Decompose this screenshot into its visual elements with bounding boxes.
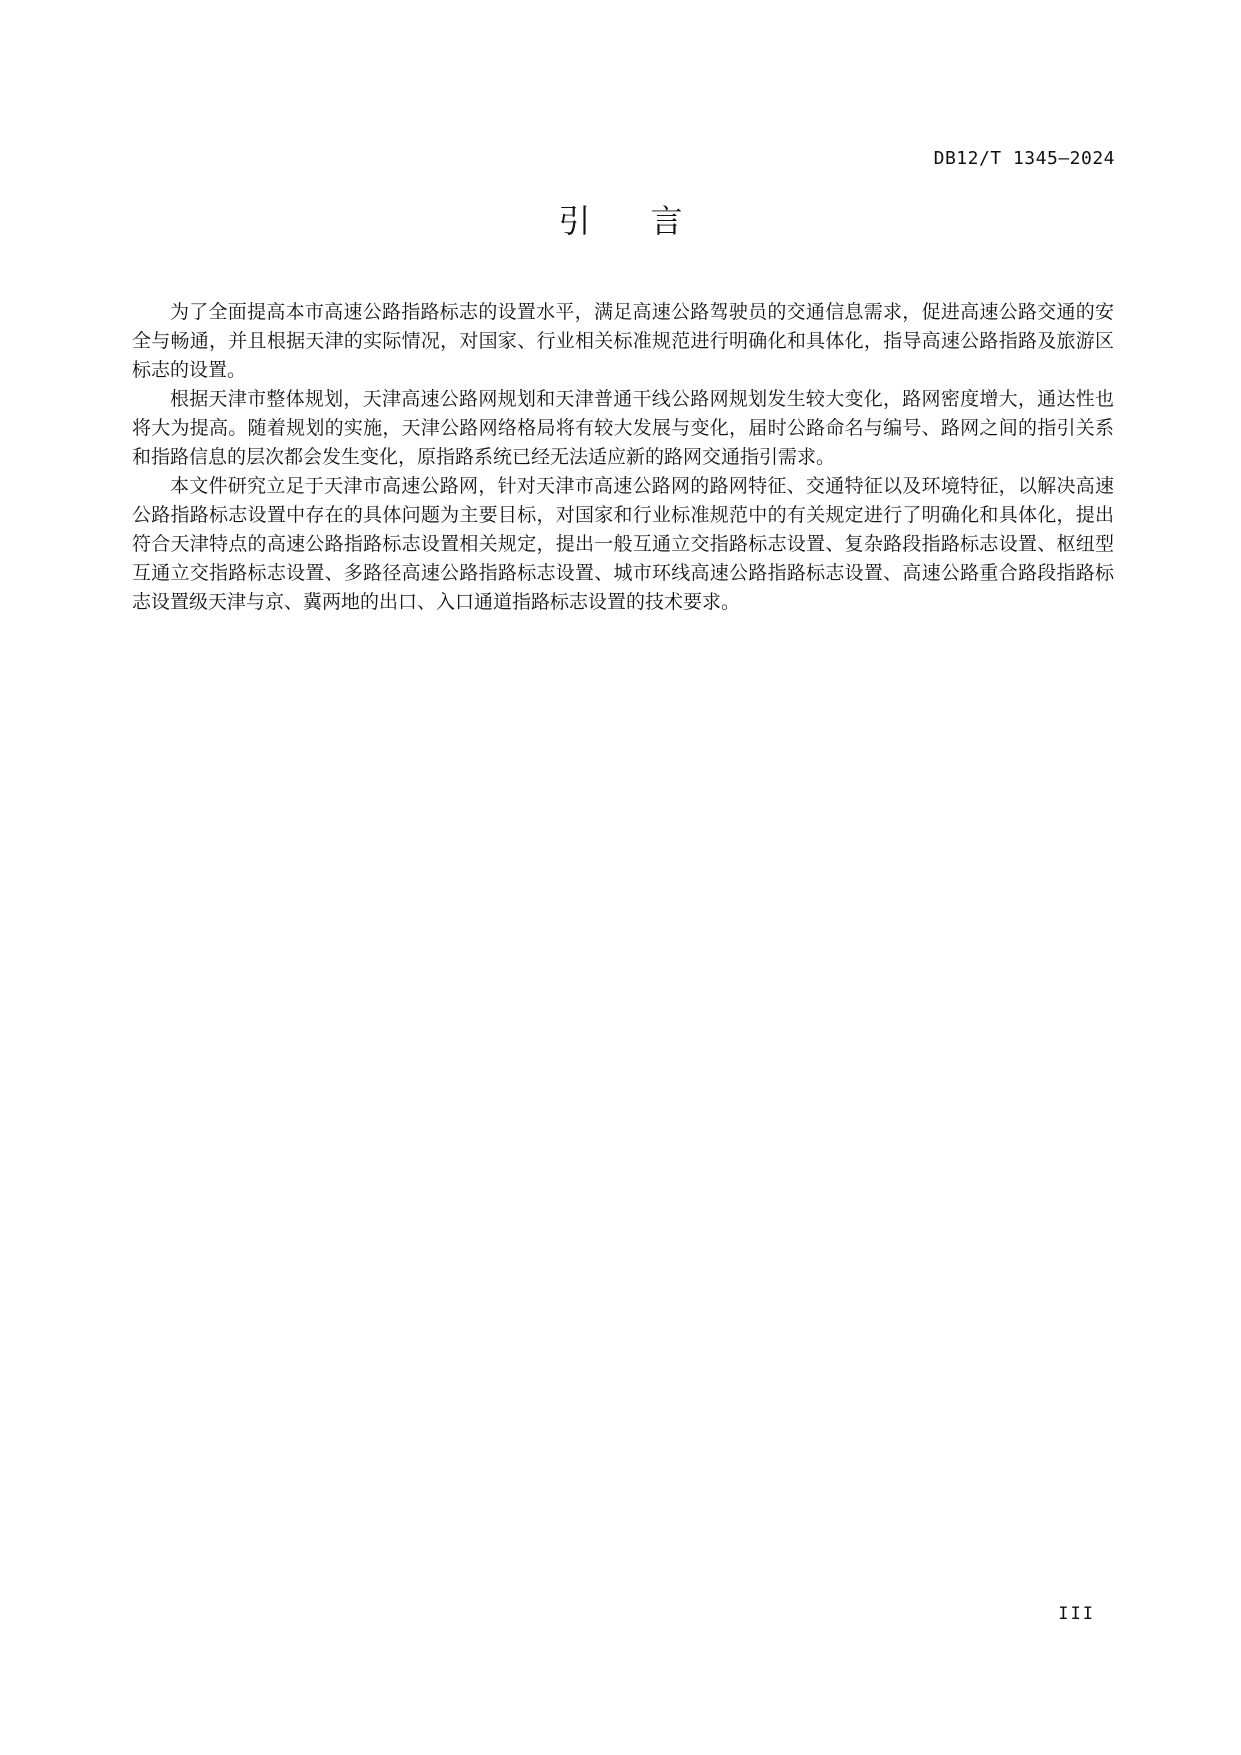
- paragraph: 根据天津市整体规划，天津高速公路网规划和天津普通干线公路网规划发生较大变化，路网密度增大，通达性也将大为提高。随着规划的实施，天津公路网络格局将有较大发展与变化，届时公路命名与编号、路网之间的指引关系和指路信息的层次都会发生变化，原指路系统已经无法适应新的路网交通指引需求。: [132, 388, 1114, 468]
- page-number: III: [1058, 1604, 1095, 1624]
- document-code: DB12/T 1345—2024: [933, 148, 1115, 169]
- paragraph: 本文件研究立足于天津市高速公路网，针对天津市高速公路网的路网特征、交通特征以及环境特征，以解决高速公路指路标志设置中存在的具体问题为主要目标，对国家和行业标准规范中的有关规定进行了明确化和具体化，提出符合天津特点的高速公路指路标志设置相关规定，提出一般互通立交指路标志设置、复杂路段指路标志设置、枢纽型互通立交指路标志设置、多路径高速公路指路标志设置、城市环线高速公路指路标志设置、高速公路重合路段指路标志设置级天津与京、冀两地的出口、入口通道指路标志设置的技术要求。: [132, 475, 1114, 613]
- body-text: [132, 298, 1114, 617]
- page-title: 引言: [558, 202, 743, 240]
- paragraph: 为了全面提高本市高速公路指路标志的设置水平，满足高速公路驾驶员的交通信息需求，促进高速公路交通的安全与畅通，并且根据天津的实际情况，对国家、行业相关标准规范进行明确化和具体化，指导高速公路指路及旅游区标志的设置。: [132, 301, 1114, 381]
